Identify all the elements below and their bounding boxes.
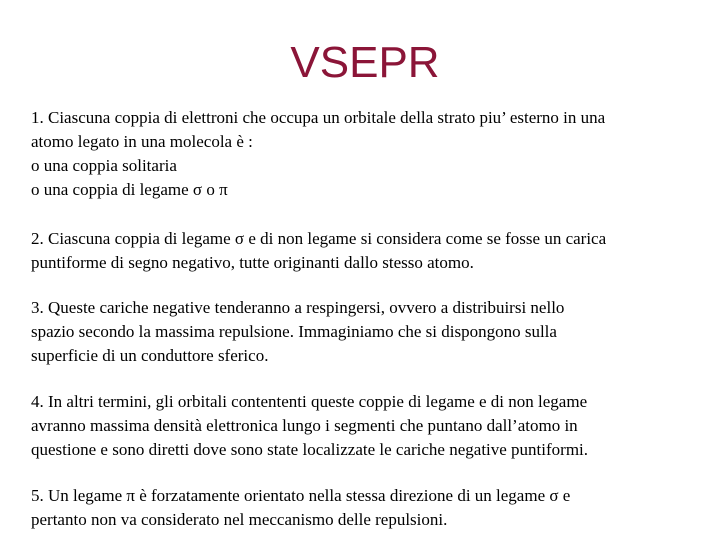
slide-title: VSEPR [290,38,440,87]
paragraph-spacer [31,368,716,390]
paragraph-3 [31,296,716,368]
paragraph-4 [31,390,716,462]
paragraph-5 [31,484,716,532]
paragraph-line: superficie di un conduttore sferico. [31,346,269,365]
paragraph-line: atomo legato in una molecola è : [31,132,253,151]
paragraph-line: o una coppia solitaria [31,156,177,175]
paragraph-line: 2. Ciascuna coppia di legame σ e di non legame si considera come se fosse un carica [31,229,607,248]
paragraph-line: pertanto non va considerato nel meccanismo delle repulsioni. [31,510,448,529]
paragraph-line: 4. In altri termini, gli orbitali contententi queste coppie di legame e di non legame [31,392,588,411]
paragraph-line: 3. Queste cariche negative tenderanno a respingersi, ovvero a distribuirsi nello [31,298,565,317]
paragraph-spacer [31,462,716,484]
paragraph-line: puntiforme di segno negativo, tutte originanti dallo stesso atomo. [31,253,474,272]
paragraph-spacer [31,202,716,227]
paragraph-1 [31,106,716,202]
paragraph-line: spazio secondo la massima repulsione. Immaginiamo che si dispongono sulla [31,322,557,341]
paragraph-spacer [31,275,716,296]
paragraph-line: o una coppia di legame σ o π [31,180,228,199]
slide-body [31,106,716,532]
paragraph-2 [31,227,716,275]
paragraph-line: avranno massima densità elettronica lungo i segmenti che puntano dall’atomo in [31,416,578,435]
paragraph-line: 1. Ciascuna coppia di elettroni che occupa un orbitale della strato piu’ esterno in una [31,108,606,127]
paragraph-line: questione e sono diretti dove sono state localizzate le cariche negative puntiformi. [31,440,589,459]
paragraph-line: 5. Un legame π è forzatamente orientato nella stessa direzione di un legame σ e [31,486,571,505]
